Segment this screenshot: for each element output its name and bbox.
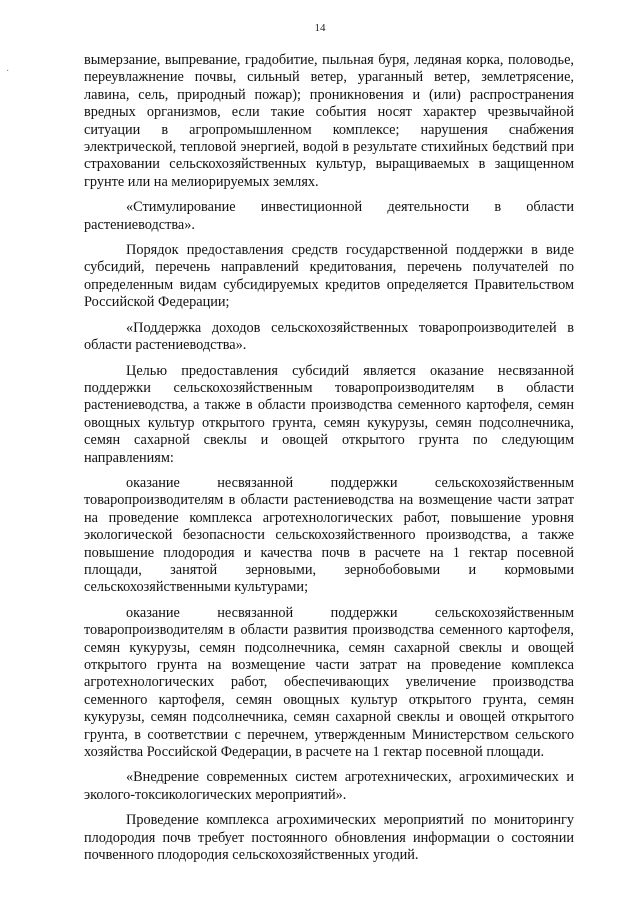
- section-heading-income-support: «Поддержка доходов сельскохозяйственных товаропроизводителей в области растениеводства».: [84, 319, 574, 354]
- paragraph-soil-monitoring: Проведение комплекса агрохимических мероприятий по мониторингу плодородия почв требует постоянного обновления информации о состоянии почвенного плодородия сельскохозяйственных угодий.: [84, 812, 574, 864]
- page-number: 14: [314, 22, 326, 34]
- margin-mark: ·: [6, 66, 10, 77]
- paragraph-subsidy-purpose: Целью предоставления субсидий является оказание несвязанной поддержки сельскохозяйственным товаропроизводителям в области растениеводства, а также в области производства семенного картофеля, семян овощных культур открытого грунта, семян кукурузы, семян подсолнечника, семян сахарной свеклы и овощей открытого грунта по следующим направлениям:: [84, 362, 574, 466]
- document-body: [84, 52, 574, 864]
- paragraph-direction-1: оказание несвязанной поддержки сельскохозяйственным товаропроизводителям в области растениеводства на возмещение части затрат на проведение комплекса агротехнологических работ, повышение уровня экологической безопасности сельскохозяйственного производства, а также повышение плодородия и качества почв в расчете на 1 гектар посевной площади, занятой зерновыми, зернобобовыми и кормовыми сельскохозяйственными культурами;: [84, 474, 574, 596]
- paragraph-hazards-list: вымерзание, выпревание, градобитие, пыльная буря, ледяная корка, половодье, переувлажнение почвы, сильный ветер, ураганный ветер, землетрясение, лавина, сель, природный пожар); проникновения и (или) распространения вредных организмов, если такие события носят характер чрезвычайной ситуации в агропромышленном комплексе; нарушения снабжения электрической, тепловой энергией, водой в результате стихийных бедствий при страховании сельскохозяйственных культур, выращиваемых в защищенном грунте или на мелиорируемых землях.: [84, 52, 574, 190]
- paragraph-support-procedure: Порядок предоставления средств государственной поддержки в виде субсидий, перечень направлений кредитования, перечень получателей по определенным видам субсидируемых кредитов определяется Правительством Российской Федерации;: [84, 242, 574, 311]
- paragraph-direction-2: оказание несвязанной поддержки сельскохозяйственным товаропроизводителям в области развития производства семенного картофеля, семян кукурузы, семян подсолнечника, семян сахарной свеклы и овощей открытого грунта на возмещение части затрат на проведение комплекса агротехнологических работ, обеспечивающих увеличение производства семенного картофеля, семян овощных культур открытого грунта, семян кукурузы, семян подсолнечника, семян сахарной свеклы и овощей открытого грунта, в соответствии с перечнем, утвержденным Министерством сельского хозяйства Российской Федерации, в расчете на 1 гектар посевной площади.: [84, 604, 574, 761]
- section-heading-agrotech-systems: «Внедрение современных систем агротехнических, агрохимических и эколого-токсикологических мероприятий».: [84, 769, 574, 803]
- section-heading-investment: «Стимулирование инвестиционной деятельности в области растениеводства».: [84, 199, 574, 233]
